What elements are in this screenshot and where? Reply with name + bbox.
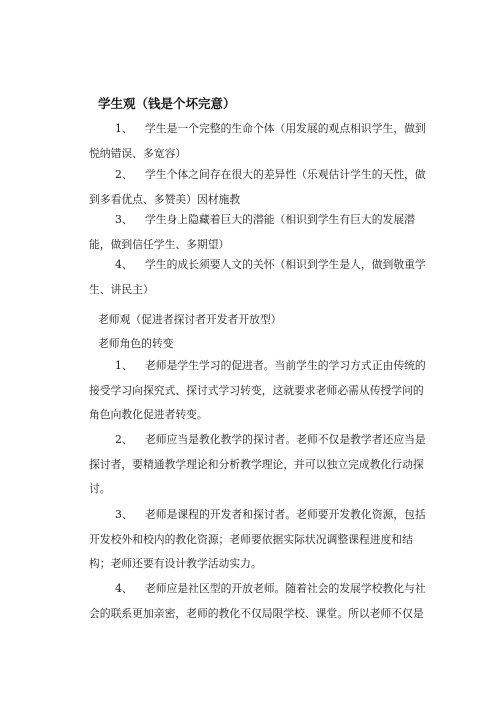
teacher-role-heading: 老师角色的转变 [98, 337, 174, 350]
item-text: 老师是课程的开发者和探讨者。老师要开发教化资源，包括开发校外和校内的教化资源；老师要依据实际状况调整课程进度和结构；老师还要有设计教学活动实力。 [89, 508, 426, 570]
item-number: 4、 [115, 258, 133, 271]
student-item-2 [89, 163, 431, 212]
student-item-4 [89, 253, 431, 302]
section-title: 学生观（钱是个坏完意） [98, 96, 236, 111]
teacher-item-1 [89, 354, 431, 428]
item-number: 1、 [115, 359, 133, 372]
item-text: 学生的成长须要人文的关怀（相识到学生是人，做到敬重学生、讲民主） [89, 258, 426, 296]
teacher-view-heading: 老师观（促进者探讨者开发者开放型） [98, 313, 282, 326]
student-item-1 [89, 117, 431, 166]
item-number: 1、 [115, 122, 133, 135]
item-number: 4、 [115, 582, 133, 595]
item-text: 老师应是社区型的开放老师。随着社会的发展学校教化与社会的联系更加亲密，老师的教化不仅局限学校、课堂。所以老师不仅是 [89, 582, 426, 620]
item-text: 老师应当是教化教学的探讨者。老师不仅是教学者还应当是探讨者，要精通教学理论和分析教学理论，并可以独立完成教化行动探讨。 [89, 433, 426, 495]
teacher-item-3 [89, 503, 431, 577]
item-number: 3、 [115, 213, 133, 226]
student-item-3 [89, 208, 431, 257]
item-number: 2、 [115, 168, 133, 181]
item-text: 学生个体之间存在很大的差异性（乐观估计学生的天性，做到多看优点、多赞美）因材施教 [89, 168, 426, 206]
teacher-item-4 [89, 577, 431, 626]
item-text: 老师是学生学习的促进者。当前学生的学习方式正由传统的接受学习向探究式、探讨式学习转变，这就要求老师必需从传授学问的角色向教化促进者转变。 [89, 359, 426, 421]
item-number: 2、 [115, 433, 133, 446]
item-text: 学生是一个完整的生命个体（用发展的观点相识学生，做到悦纳错误、多宽容） [89, 122, 426, 160]
teacher-item-2 [89, 428, 431, 502]
item-text: 学生身上隐藏着巨大的潜能（相识到学生有巨大的发展潜能，做到信任学生、多期望） [89, 213, 415, 251]
item-number: 3、 [115, 508, 133, 521]
